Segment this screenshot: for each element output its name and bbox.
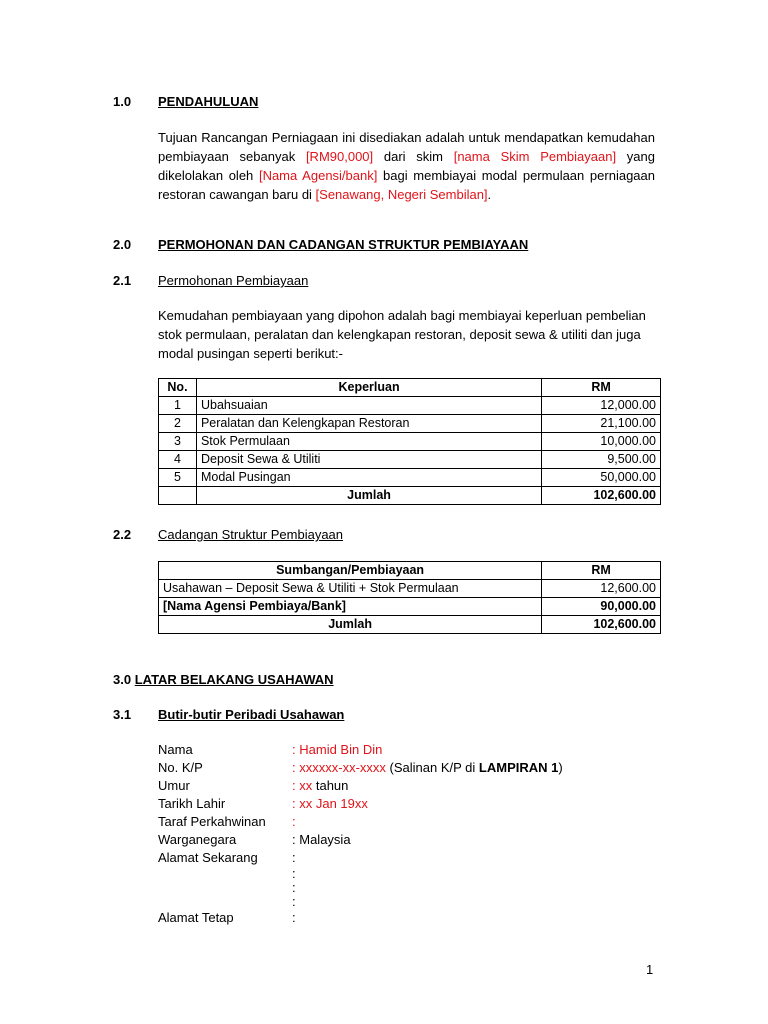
field-label: No. K/P	[158, 760, 203, 775]
row-item: Ubahsuaian	[196, 397, 541, 415]
row-amount: 12,600.00	[542, 580, 661, 598]
section-title: LATAR BELAKANG USAHAWAN	[134, 672, 334, 687]
field-value: :	[292, 910, 296, 925]
field-row	[158, 831, 578, 849]
row-amount: 21,100.00	[542, 415, 661, 433]
table-total-row	[159, 487, 661, 505]
table-total-row	[159, 616, 661, 634]
row-item: Deposit Sewa & Utiliti	[196, 451, 541, 469]
row-item: Stok Permulaan	[196, 433, 541, 451]
table-row	[159, 415, 661, 433]
table-row	[159, 433, 661, 451]
row-amount: 50,000.00	[542, 469, 661, 487]
row-number: 1	[159, 397, 197, 415]
table-row	[159, 469, 661, 487]
field-row	[158, 867, 578, 881]
table-row	[159, 580, 661, 598]
field-label: Warganegara	[158, 832, 237, 847]
field-value: : xx tahun	[292, 778, 349, 793]
field-row	[158, 777, 578, 795]
subsection-number: 3.1	[113, 707, 132, 722]
paragraph-text: .	[487, 187, 492, 202]
table-row	[159, 451, 661, 469]
paragraph-text: yang dikelolakan oleh	[158, 149, 655, 183]
total-label: Jumlah	[159, 616, 542, 634]
table-header-row	[159, 379, 661, 397]
total-label: Jumlah	[196, 487, 541, 505]
row-item: Modal Pusingan	[196, 469, 541, 487]
subsection-number: 2.1	[113, 273, 132, 288]
placeholder-text: [RM90,000]	[305, 149, 374, 164]
placeholder-text: [Nama Agensi/bank]	[258, 168, 378, 183]
row-amount: 10,000.00	[542, 433, 661, 451]
table-header-row	[159, 562, 661, 580]
row-number: 5	[159, 469, 197, 487]
row-item: Usahawan – Deposit Sewa & Utiliti + Stok Permulaan	[159, 580, 542, 598]
subsection-number: 2.2	[113, 527, 132, 542]
table-header: Sumbangan/Pembiayaan	[159, 562, 542, 580]
field-value: :	[292, 866, 296, 881]
financing-needs-table	[158, 378, 661, 505]
section-number: 1.0	[113, 94, 132, 109]
field-row	[158, 909, 578, 927]
field-label: Nama	[158, 742, 193, 757]
total-amount: 102,600.00	[542, 616, 661, 634]
total-amount: 102,600.00	[542, 487, 661, 505]
table-header: Keperluan	[196, 379, 541, 397]
section-number: 2.0	[113, 237, 132, 252]
field-label: Taraf Perkahwinan	[158, 814, 266, 829]
subsection-title: Permohonan Pembiayaan	[158, 273, 309, 288]
intro-paragraph	[158, 128, 655, 204]
section-heading	[113, 672, 334, 687]
field-row	[158, 881, 578, 895]
page-number: 1	[646, 962, 654, 977]
field-label: Tarikh Lahir	[158, 796, 226, 811]
field-value: : Malaysia	[292, 832, 351, 847]
row-number: 3	[159, 433, 197, 451]
field-row	[158, 849, 578, 867]
section-title: PERMOHONAN DAN CADANGAN STRUKTUR PEMBIAYAAN	[158, 237, 529, 252]
field-row	[158, 895, 578, 909]
row-number: 4	[159, 451, 197, 469]
placeholder-text: [Senawang, Negeri Sembilan]	[315, 187, 488, 202]
table-header: No.	[159, 379, 197, 397]
field-row	[158, 759, 578, 777]
subsection-title: Butir-butir Peribadi Usahawan	[158, 707, 345, 722]
field-value: :	[292, 814, 296, 829]
field-row	[158, 741, 578, 759]
row-amount: 9,500.00	[542, 451, 661, 469]
paragraph-text: bagi membiayai modal permulaan perniagaan restoran cawangan baru di	[158, 168, 655, 202]
table-row	[159, 397, 661, 415]
field-value: : xx Jan 19xx	[292, 796, 368, 811]
field-label: Umur	[158, 778, 190, 793]
row-amount: 12,000.00	[542, 397, 661, 415]
empty-cell	[159, 487, 197, 505]
field-value: :	[292, 894, 296, 909]
section-title: PENDAHULUAN	[158, 94, 259, 109]
table-row	[159, 598, 661, 616]
section-number: 3.0	[113, 672, 132, 687]
field-row	[158, 813, 578, 831]
field-label: Alamat Sekarang	[158, 850, 258, 865]
financing-paragraph: Kemudahan pembiayaan yang dipohon adalah bagi membiayai keperluan pembelian stok permulaan, peralatan dan kelengkapan restoran, deposit sewa & utiliti dan juga modal pusingan seperti berikut:-	[158, 308, 646, 361]
subsection-title: Cadangan Struktur Pembiayaan	[158, 527, 344, 542]
financing-structure-table	[158, 561, 661, 634]
field-row	[158, 795, 578, 813]
personal-details	[158, 741, 578, 927]
field-label: Alamat Tetap	[158, 910, 234, 925]
table-header: RM	[542, 379, 661, 397]
row-item: [Nama Agensi Pembiaya/Bank]	[159, 598, 542, 616]
row-number: 2	[159, 415, 197, 433]
paragraph-text: dari skim	[373, 149, 454, 164]
row-amount: 90,000.00	[542, 598, 661, 616]
placeholder-text: [nama Skim Pembiayaan]	[453, 149, 617, 164]
field-value: : xxxxxx-xx-xxxx (Salinan K/P di LAMPIRAN 1)	[292, 760, 563, 775]
paragraph-text: Tujuan Rancangan Perniagaan ini disediakan adalah untuk mendapatkan kemudahan pembiayaan sebanyak	[158, 130, 655, 164]
row-item: Peralatan dan Kelengkapan Restoran	[196, 415, 541, 433]
table-header: RM	[542, 562, 661, 580]
field-value: :	[292, 850, 296, 865]
field-value: : Hamid Bin Din	[292, 742, 383, 757]
field-value: :	[292, 880, 296, 895]
